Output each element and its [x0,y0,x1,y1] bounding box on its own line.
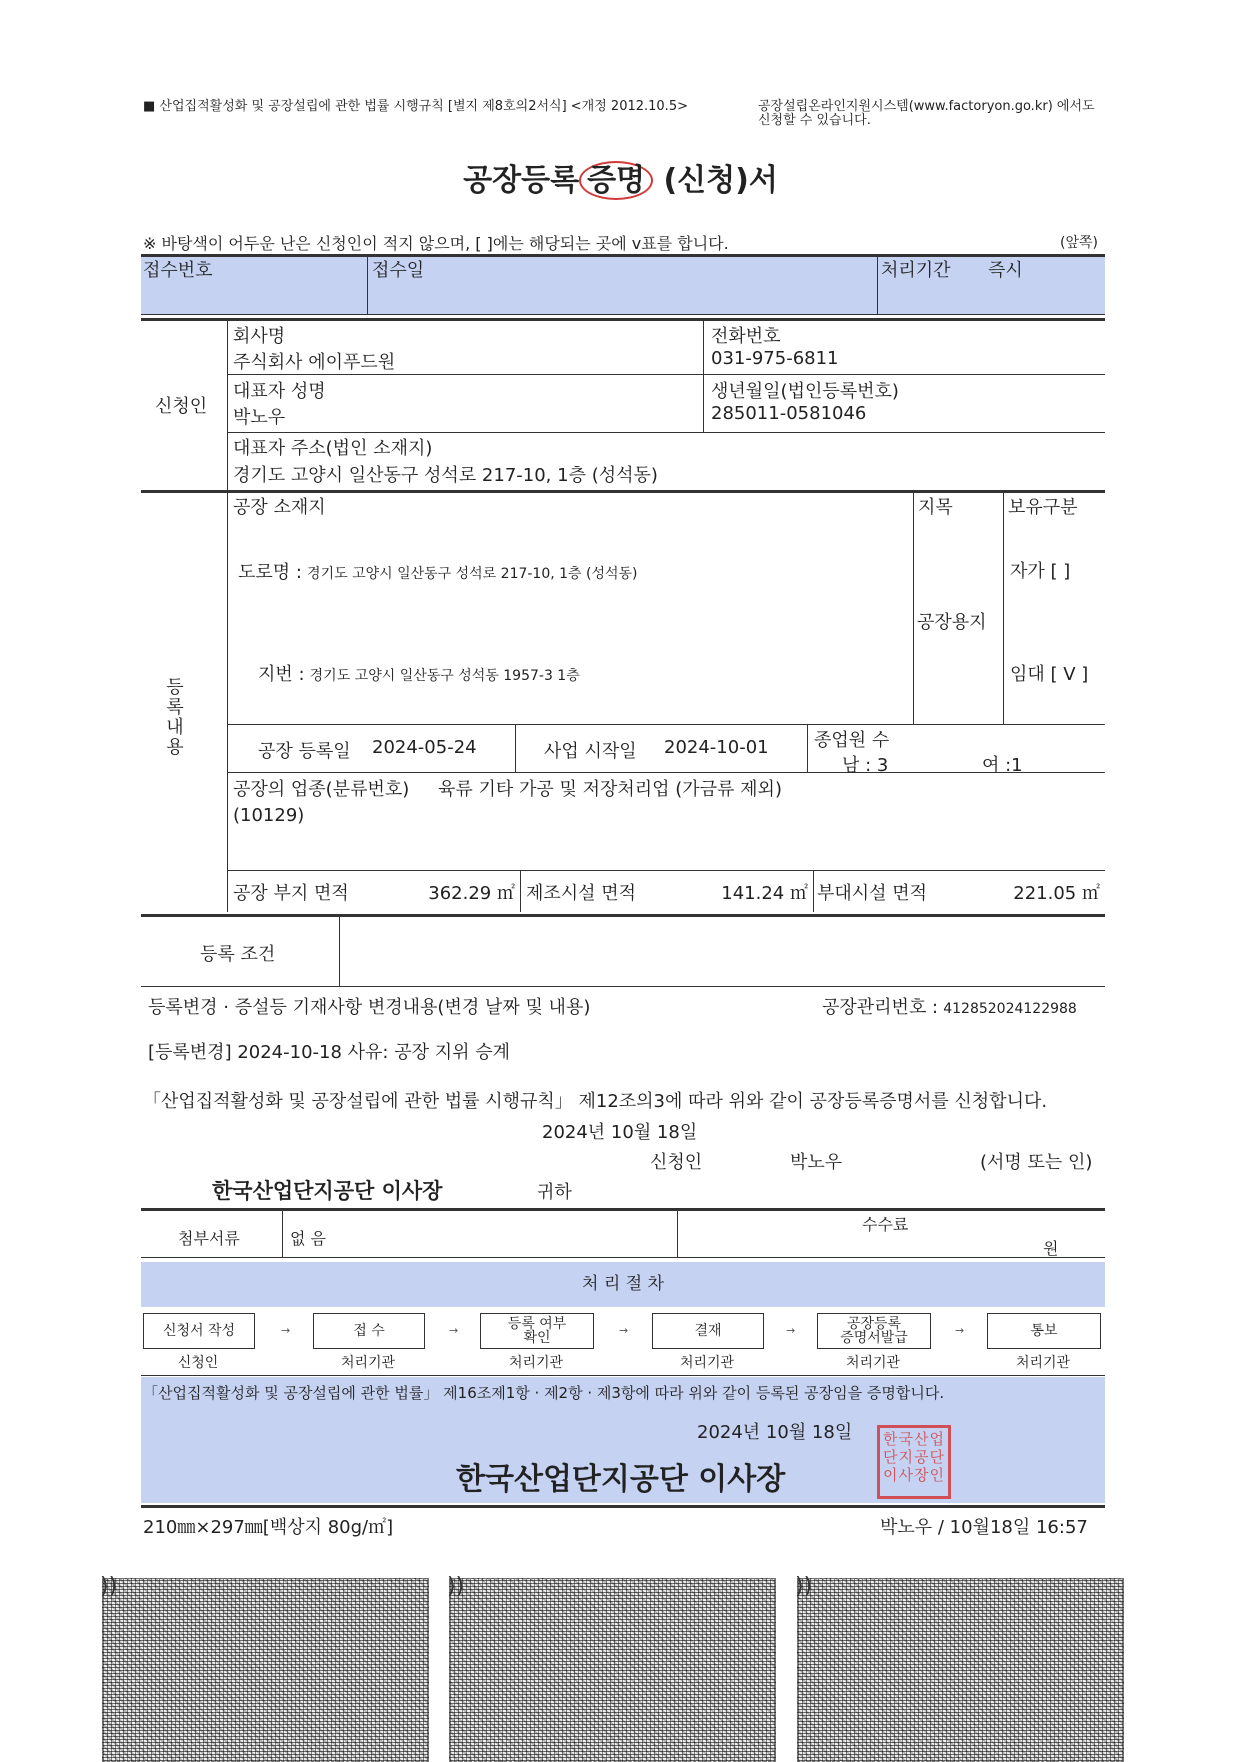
page-side: (앞쪽) [1060,235,1098,251]
start-date-value: 2024-10-01 [664,737,769,758]
law-reference: ■ 산업집적활성화 및 공장설립에 관한 법률 시행규칙 [별지 제8호의2서식] <개정 2012.10.5> [143,99,688,114]
mgmt-label: 공장관리번호 : [822,997,939,1018]
step-box-2: 접 수 [313,1313,425,1349]
certification-text: 「산업집적활성화 및 공장설립에 관한 법률」 제16조제1항 · 제2항 · 제3항에 따라 위와 같이 등록된 공장임을 증명합니다. [143,1384,945,1402]
issuer-name: 한국산업단지공단 이사장 [456,1462,786,1497]
procedure-title: 처 리 절 차 [582,1274,664,1294]
company-value: 주식회사 에이푸드원 [233,352,396,373]
attachments-value: 없 음 [290,1229,326,1248]
step-box-5: 공장등록 증명서발급 [817,1313,931,1349]
applicant-sign-label: 신청인 [650,1152,703,1173]
official-seal: 한국산업단지공단이사장인 [877,1425,951,1499]
company-label: 회사명 [233,326,286,347]
receipt-no-label: 접수번호 [143,260,213,281]
step-arrow: → [786,1324,796,1337]
aux-area-label: 부대시설 면적 [817,883,928,904]
road-label: 도로명 : [238,562,302,583]
title-part-2: (신청)서 [653,163,778,198]
period-value: 즉시 [988,260,1023,281]
period-label: 처리기간 [881,260,951,281]
lot-address [258,660,580,686]
sign-placeholder: (서명 또는 인) [980,1152,1093,1173]
receipt-date-label: 접수일 [372,260,425,281]
barcode-1 [102,1578,429,1762]
step-arrow: → [281,1324,291,1337]
ownership-lease: 임대 [ V ] [1010,664,1089,685]
location-label: 공장 소재지 [233,497,326,518]
step-box-6: 통보 [987,1313,1101,1349]
employees-male: 남 : 3 [842,755,889,776]
lot-value: 경기도 고양시 일산동구 성석동 1957-3 1층 [309,668,580,684]
reg-date-value: 2024-05-24 [372,737,477,758]
land-category-label: 지목 [918,497,953,518]
certification-date: 2024년 10월 18일 [697,1422,853,1443]
employees-label: 종업원 수 [814,730,890,751]
mgmt-number [822,993,1077,1019]
barcode-mark-icon: )) [795,1574,813,1599]
mfg-area-value: 141.24 ㎡ [721,883,808,904]
procedure-header [141,1262,1105,1307]
aux-area-value: 221.05 ㎡ [1013,883,1100,904]
step-actor-3: 처리기관 [508,1355,564,1371]
step-actor-5: 처리기관 [845,1355,901,1371]
rep-value: 박노우 [233,407,286,428]
phone-label: 전화번호 [711,326,781,347]
rep-label: 대표자 성명 [233,381,326,402]
step-arrow: → [955,1324,965,1337]
step-arrow: → [619,1324,629,1337]
step-actor-6: 처리기관 [1015,1355,1071,1371]
receipt-row [141,255,1105,314]
change-entry: [등록변경] 2024-10-18 사유: 공장 지위 승계 [148,1042,510,1063]
addressee: 한국산업단지공단 이사장 [212,1179,443,1203]
attachments-label: 첨부서류 [178,1229,240,1248]
print-stamp: 박노우 / 10월18일 16:57 [880,1517,1088,1538]
road-address [238,558,638,584]
honorific: 귀하 [537,1182,572,1203]
ownership-label: 보유구분 [1008,497,1078,518]
page-title [0,155,1241,199]
industry-code: (10129) [233,805,305,826]
fee-label: 수수료 [862,1215,909,1234]
declaration-text: 「산업집적활성화 및 공장설립에 관한 법률 시행규칙」 제12조의3에 따라 위와 같이 공장등록증명서를 신청합니다. [143,1091,1048,1112]
site-area-label: 공장 부지 면적 [233,883,349,904]
applicant-sign-name: 박노우 [790,1152,843,1173]
address-value: 경기도 고양시 일산동구 성석로 217-10, 1층 (성석동) [233,465,658,486]
barcode-mark-icon: )) [447,1574,465,1599]
step-box-3: 등록 여부 확인 [480,1313,594,1349]
online-notice: 공장설립온라인지원시스템(www.factoryon.go.kr) 에서도 신청할 수 있습니다. [758,99,1095,128]
title-circled-part: 증명 [579,161,653,200]
shading-notice: ※ 바탕색이 어두운 난은 신청인이 적지 않으며, [ ]에는 해당되는 곳에 v표를 합니다. [143,234,729,253]
site-area-value: 362.29 ㎡ [428,883,515,904]
conditions-label: 등록 조건 [200,944,276,965]
phone-value: 031-975-6811 [711,348,839,369]
step-actor-1: 신청인 [177,1355,219,1371]
changes-label: 등록변경 · 증설등 기재사항 변경내용(변경 날짜 및 내용) [148,997,591,1018]
fee-unit: 원 [1043,1239,1059,1258]
employees-female: 여 :1 [982,755,1023,776]
declaration-date: 2024년 10월 18일 [542,1122,698,1143]
applicant-section-label: 신청인 [155,396,208,417]
barcode-mark-icon: )) [100,1574,118,1599]
step-arrow: → [449,1324,459,1337]
address-label: 대표자 주소(법인 소재지) [233,438,433,459]
step-actor-4: 처리기관 [679,1355,735,1371]
lot-label: 지번 : [258,664,305,685]
mgmt-value: 412852024122988 [943,1001,1077,1017]
birth-label: 생년월일(법인등록번호) [711,381,899,402]
title-part: 공장등록 [463,163,580,198]
ownership-own: 자가 [ ] [1010,561,1071,582]
barcode-2 [449,1578,776,1762]
barcode-3 [797,1578,1124,1762]
industry-value: 육류 기타 가공 및 저장처리업 (가금류 제외) [438,779,782,800]
industry-label: 공장의 업종(분류번호) [233,779,410,800]
birth-value: 285011-0581046 [711,403,867,424]
road-value: 경기도 고양시 일산동구 성석로 217-10, 1층 (성석동) [307,566,638,582]
land-category-value: 공장용지 [917,612,987,633]
paper-spec: 210㎜×297㎜[백상지 80g/㎡] [143,1517,394,1538]
mfg-area-label: 제조시설 면적 [526,883,637,904]
reg-date-label: 공장 등록일 [258,741,351,762]
registration-section-label: 등록 내용 [166,677,184,758]
start-date-label: 사업 시작일 [544,741,637,762]
step-box-1: 신청서 작성 [143,1313,255,1349]
step-box-4: 결재 [652,1313,764,1349]
step-actor-2: 처리기관 [340,1355,396,1371]
